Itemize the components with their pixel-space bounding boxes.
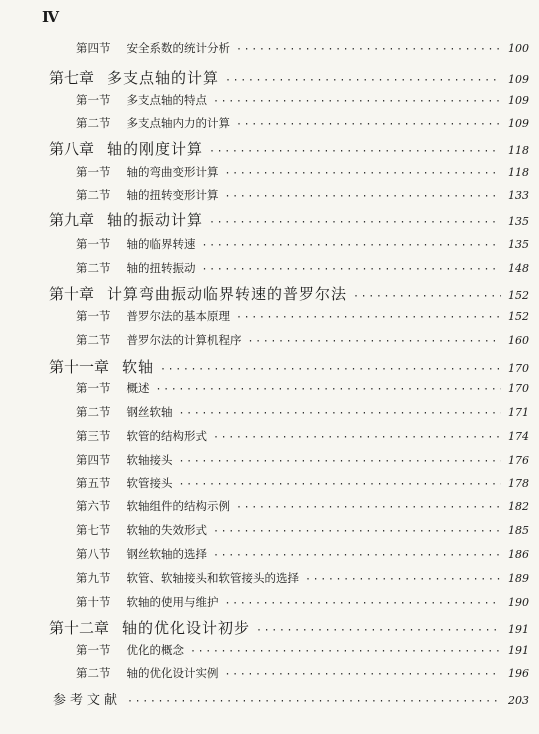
toc-entry-section [76, 546, 529, 562]
toc-leader-dots [236, 312, 501, 323]
toc-leader-dots [225, 75, 501, 86]
toc-entry-number: 第一节 [76, 643, 111, 657]
toc-entry-title: 轴的扭转变形计算 [126, 188, 219, 202]
toc-entry-number: 第十二章 [49, 619, 110, 637]
toc-entry-label [76, 187, 219, 203]
toc-leader-dots [236, 502, 501, 513]
toc-entry-page: 178 [508, 477, 529, 490]
toc-entry-title: 软轴接头 [126, 453, 173, 467]
toc-entry-title: 软轴的失效形式 [126, 523, 207, 537]
toc-leader-dots [209, 217, 501, 228]
toc-entry-label [76, 164, 219, 180]
toc-entry-page: 170 [508, 362, 529, 375]
toc-entry-section [76, 187, 529, 203]
toc-entry-page: 189 [508, 572, 529, 585]
toc-entry-title: 钢丝软轴 [126, 405, 173, 419]
toc-entry-page: 109 [508, 117, 529, 130]
toc-entry-title: 轴的临界转速 [126, 237, 196, 251]
toc-entry-label [76, 428, 207, 444]
toc-entry-label [76, 260, 196, 276]
toc-entry-label [76, 498, 230, 514]
toc-entry-section [76, 642, 529, 658]
toc-entry-title: 多支点轴的特点 [126, 93, 207, 107]
toc-entry-chapter [49, 67, 529, 88]
toc-entry-page: 148 [508, 262, 529, 275]
toc-leader-dots [213, 432, 501, 443]
toc-entry-title: 轴的扭转振动 [126, 261, 196, 275]
toc-entry-page: 191 [508, 623, 529, 636]
toc-entry-label [76, 308, 230, 324]
toc-entry-label [76, 594, 219, 610]
toc-entry-title: 轴的优化设计实例 [126, 666, 219, 680]
toc-entry-title: 钢丝软轴的选择 [126, 547, 207, 561]
toc-entry-section [76, 260, 529, 276]
toc-entry-section [76, 115, 529, 131]
toc-entry-label [76, 475, 173, 491]
toc-entry-page: 100 [508, 42, 529, 55]
toc-entry-page: 171 [508, 406, 529, 419]
toc-entry-section [76, 308, 529, 324]
toc-entry-number: 第二节 [76, 116, 111, 130]
toc-entry-number: 第二节 [76, 261, 111, 275]
toc-entry-number: 第十一章 [49, 358, 110, 376]
toc-entry-title: 软管、软轴接头和软管接头的选择 [126, 571, 299, 585]
toc-entry-title: 概述 [126, 381, 150, 395]
toc-entry-label [76, 115, 230, 131]
toc-entry-section [76, 475, 529, 491]
toc-entry-section [76, 92, 529, 108]
toc-entry-number: 第七节 [76, 523, 111, 537]
toc-entry-number: 第二节 [76, 333, 111, 347]
toc-leader-dots [225, 191, 502, 202]
toc-entry-number: 第三节 [76, 429, 111, 443]
toc-entry-ref [53, 689, 529, 708]
toc-entry-page: 196 [508, 667, 529, 680]
toc-entry-number: 第一节 [76, 381, 111, 395]
toc-entry-number: 第十章 [49, 285, 95, 303]
toc-leader-dots [225, 598, 502, 609]
toc-entry-number: 第一节 [76, 93, 111, 107]
toc-entry-section [76, 498, 529, 514]
toc-entry-title: 轴的刚度计算 [107, 140, 204, 158]
toc-entry-label [76, 332, 242, 348]
toc-entry-number: 第四节 [76, 41, 111, 55]
toc-entry-page: 182 [508, 500, 529, 513]
toc-entry-label [49, 138, 203, 159]
toc-leader-dots [202, 240, 502, 251]
toc-leader-dots [248, 336, 502, 347]
toc-entry-label [49, 356, 154, 377]
toc-entry-page: 186 [508, 548, 529, 561]
toc-leader-dots [256, 625, 501, 636]
toc-entry-number: 参考文献 [53, 693, 122, 708]
toc-entry-label [76, 40, 230, 56]
toc-entry-label [49, 67, 219, 88]
toc-entry-chapter [49, 283, 529, 304]
toc-leader-dots [353, 291, 501, 302]
toc-entry-number: 第二节 [76, 188, 111, 202]
toc-entry-number: 第五节 [76, 476, 111, 490]
toc-entry-chapter [49, 209, 529, 230]
toc-entry-page: 109 [508, 73, 529, 86]
toc-entry-label [76, 570, 299, 586]
toc-leader-dots [202, 264, 502, 275]
toc-entry-number: 第一节 [76, 309, 111, 323]
toc-entry-chapter [49, 356, 529, 377]
toc-entry-number: 第八节 [76, 547, 111, 561]
toc-leader-dots [209, 146, 501, 157]
toc-entry-title: 优化的概念 [126, 643, 184, 657]
toc-entry-page: 203 [508, 694, 529, 707]
toc-entry-number: 第一节 [76, 237, 111, 251]
toc-entry-section [76, 236, 529, 252]
toc-entry-section [76, 594, 529, 610]
toc-leader-dots [236, 44, 501, 55]
toc-entry-title: 软管的结构形式 [126, 429, 207, 443]
toc-entry-section [76, 570, 529, 586]
toc-entry-label [76, 546, 207, 562]
toc-entry-number: 第十节 [76, 595, 111, 609]
toc-entry-page: 174 [508, 430, 529, 443]
toc-entry-title: 多支点轴的计算 [107, 69, 220, 87]
toc-entry-label [76, 665, 219, 681]
toc-entry-section [76, 40, 529, 56]
toc-entry-number: 第六节 [76, 499, 111, 513]
toc-entry-label [49, 283, 347, 304]
toc-entry-chapter [49, 138, 529, 159]
toc-leader-dots [190, 646, 501, 657]
toc-leader-dots [179, 456, 502, 467]
toc-entry-page: 118 [508, 144, 529, 157]
toc-entry-title: 轴的振动计算 [107, 211, 204, 229]
toc-entry-chapter [49, 617, 529, 638]
toc-leader-dots [213, 96, 501, 107]
toc-leader-dots [179, 479, 502, 490]
toc-entry-section [76, 428, 529, 444]
toc-entry-section [76, 380, 529, 396]
toc-entry-section [76, 404, 529, 420]
toc-entry-title: 软轴的使用与维护 [126, 595, 219, 609]
toc-entry-title: 软轴 [122, 358, 155, 376]
toc-leader-dots [179, 408, 502, 419]
toc-entry-page: 185 [508, 524, 529, 537]
toc-entry-number: 第九章 [49, 211, 95, 229]
toc-leader-dots [127, 696, 501, 707]
toc-leader-dots [225, 168, 502, 179]
toc-entry-label [76, 642, 184, 658]
toc-entry-label [76, 236, 196, 252]
toc-entry-title: 轴的弯曲变形计算 [126, 165, 219, 179]
toc-leader-dots [305, 574, 501, 585]
toc-entry-title: 计算弯曲振动临界转速的普罗尔法 [107, 285, 348, 303]
toc-entry-title: 软管接头 [126, 476, 173, 490]
toc-entry-page: 190 [508, 596, 529, 609]
toc-entry-number: 第九节 [76, 571, 111, 585]
toc-entry-number: 第一节 [76, 165, 111, 179]
toc-entry-number: 第四节 [76, 453, 111, 467]
toc-entry-number: 第八章 [49, 140, 95, 158]
toc-entry-label [76, 452, 173, 468]
toc-entry-number: 第二节 [76, 666, 111, 680]
toc-entry-number: 第二节 [76, 405, 111, 419]
toc-entry-page: 135 [508, 215, 529, 228]
toc-entry-title: 普罗尔法的计算机程序 [126, 333, 242, 347]
toc-entry-label [49, 617, 250, 638]
toc-entry-label [53, 689, 121, 708]
toc-entry-page: 170 [508, 382, 529, 395]
toc-entry-page: 152 [508, 289, 529, 302]
toc-entry-page: 133 [508, 189, 529, 202]
toc-entry-title: 软轴组件的结构示例 [126, 499, 230, 513]
toc-leader-dots [213, 550, 501, 561]
toc-entry-page: 109 [508, 94, 529, 107]
page-number: Ⅳ [42, 8, 60, 26]
toc-entry-label [76, 92, 207, 108]
toc-entry-section [76, 522, 529, 538]
toc-entry-section [76, 665, 529, 681]
toc-entry-page: 160 [508, 334, 529, 347]
toc-leader-dots [160, 364, 501, 375]
toc-entry-section [76, 164, 529, 180]
toc-entry-title: 普罗尔法的基本原理 [126, 309, 230, 323]
toc-entry-number: 第七章 [49, 69, 95, 87]
toc-entry-title: 轴的优化设计初步 [122, 619, 251, 637]
toc-entry-title: 多支点轴内力的计算 [126, 116, 230, 130]
toc-leader-dots [236, 119, 501, 130]
toc-leader-dots [213, 526, 501, 537]
toc-entry-section [76, 332, 529, 348]
toc-entry-label [76, 404, 173, 420]
toc-entry-page: 176 [508, 454, 529, 467]
toc-entry-page: 191 [508, 644, 529, 657]
toc-entry-label [76, 522, 207, 538]
toc-leader-dots [156, 384, 502, 395]
toc-entry-page: 135 [508, 238, 529, 251]
toc-entry-page: 152 [508, 310, 529, 323]
toc-entry-title: 安全系数的统计分析 [126, 41, 230, 55]
toc-entry-label [49, 209, 203, 230]
toc-leader-dots [225, 669, 502, 680]
toc-entry-label [76, 380, 150, 396]
toc-entry-page: 118 [508, 166, 529, 179]
toc-entry-section [76, 452, 529, 468]
